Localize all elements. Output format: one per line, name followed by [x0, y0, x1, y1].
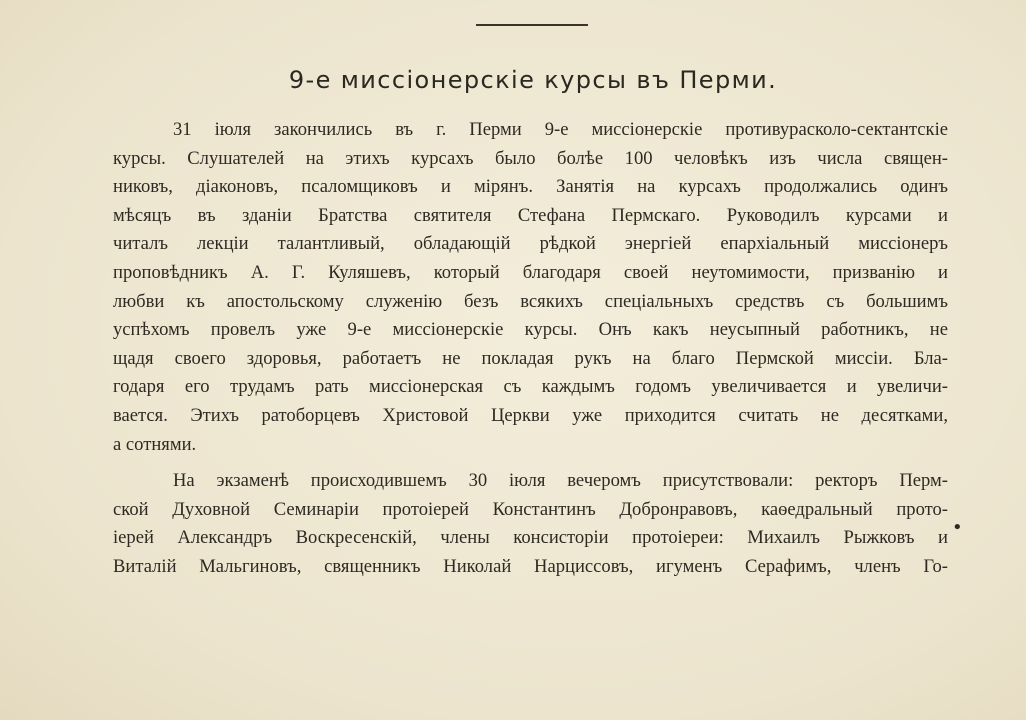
text-line: іерей Александръ Воскресенскій, члены консисторіи протоіереи: Михаилъ Рыжковъ и: [113, 527, 948, 549]
text-line: курсы. Слушателей на этихъ курсахъ было болѣе 100 человѣкъ изъ числа священ-: [113, 147, 948, 169]
text-line: а сотнями.: [113, 433, 197, 455]
text-line: любви къ апостольскому служенію безъ всякихъ спеціальныхъ средствъ съ большимъ: [113, 290, 948, 312]
paragraph-2: [113, 467, 948, 581]
text-line: 31 іюля закончились въ г. Перми 9-е миссіонерскіе противураcколо-сектантскіе: [173, 119, 948, 140]
paragraph-gap: [113, 459, 948, 467]
text-line: успѣхомъ провелъ уже 9-е миссіонерскіе курсы. Онъ какъ неусыпный работникъ, не: [113, 319, 948, 341]
text-line: вается. Этихъ ратоборцевъ Христовой Церкви уже приходится считать не десятками,: [113, 404, 948, 426]
text-line: никовъ, діаконовъ, псаломщиковъ и мірянъ. Занятія на курсахъ продолжались одинъ: [113, 176, 948, 198]
article-body: [113, 116, 948, 582]
text-line: щадя своего здоровья, работаетъ не покладая рукъ на благо Пермской миссіи. Бла-: [113, 347, 948, 369]
text-line: читалъ лекціи талантливый, обладающій рѣдкой энергіей епархіальный миссіонеръ: [113, 233, 948, 255]
text-line: годаря его трудамъ рать миссіонерская съ каждымъ годомъ увеличивается и увеличи-: [113, 376, 948, 398]
paragraph-1: [113, 116, 948, 459]
header-rule: [476, 24, 588, 26]
text-line: мѣсяцъ въ зданіи Братства святителя Стефана Пермскаго. Руководилъ курсами и: [113, 204, 948, 226]
article-title: 9-е миссіонерскіе курсы въ Перми.: [288, 66, 778, 94]
margin-mark: •: [952, 517, 963, 538]
text-line: На экзаменѣ происходившемъ 30 іюля вечеромъ присутствовали: ректоръ Перм-: [173, 470, 948, 492]
text-line: Виталій Мальгиновъ, священникъ Николай Нарциссовъ, игуменъ Серафимъ, членъ Го-: [113, 555, 948, 577]
text-line: проповѣдникъ А. Г. Куляшевъ, который благодаря своей неутомимости, призванію и: [113, 261, 948, 283]
text-line: ской Духовной Семинаріи протоіерей Константинъ Добронравовъ, каѳедральный прото-: [113, 498, 948, 520]
